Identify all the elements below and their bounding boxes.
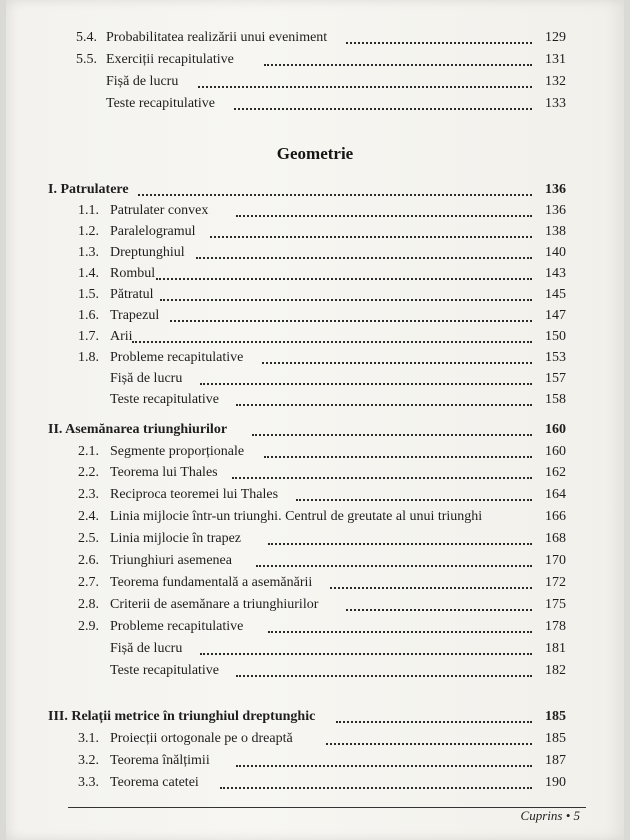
entry-title: Paralelogramul (110, 224, 196, 239)
entry-number: 1.7. (78, 329, 99, 344)
dot-leader (326, 729, 532, 745)
toc-entry (6, 94, 566, 114)
entry-page: 150 (545, 329, 566, 344)
entry-page: 162 (545, 465, 566, 480)
dot-leader (138, 180, 532, 196)
entry-title: Pătratul (110, 287, 154, 302)
toc-entry (6, 222, 566, 242)
dot-leader (236, 201, 532, 217)
toc-entry (6, 28, 566, 48)
toc-entry (6, 507, 566, 527)
entry-title: Dreptunghiul (110, 245, 185, 260)
entry-number: 1.8. (78, 350, 99, 365)
entry-page: 132 (545, 74, 566, 89)
entry-page: 182 (545, 663, 566, 678)
dot-leader (346, 595, 532, 611)
entry-page: 133 (545, 96, 566, 111)
toc-entry (6, 306, 566, 326)
chapter-page: 185 (545, 709, 566, 724)
toc-entry (6, 327, 566, 347)
entry-number: 2.4. (78, 509, 99, 524)
toc-entry (6, 773, 566, 793)
dot-leader (200, 369, 532, 385)
dot-leader (200, 639, 532, 655)
entry-number: 1.3. (78, 245, 99, 260)
dot-leader (236, 390, 532, 406)
toc-entry (6, 529, 566, 549)
entry-title: Patrulater convex (110, 203, 209, 218)
entry-number: 2.1. (78, 444, 99, 459)
entry-title: Triunghiuri asemenea (110, 553, 232, 568)
entry-page: 157 (545, 371, 566, 386)
entry-title: Linia mijlocie într-un triunghi. Centrul de greutate al unui triunghi (110, 509, 483, 524)
entry-page: 164 (545, 487, 566, 502)
entry-number: 5.5. (76, 52, 97, 67)
entry-number: 1.1. (78, 203, 99, 218)
entry-page: 166 (545, 509, 566, 524)
entry-title: Fișă de lucru (110, 641, 183, 656)
entry-title: Reciproca teoremei lui Thales (110, 487, 279, 502)
book-page (6, 0, 624, 840)
entry-title: Rombul (110, 266, 156, 281)
entry-title: Exerciții recapitulative (106, 52, 234, 67)
entry-title: Teorema catetei (110, 775, 199, 790)
dot-leader (330, 573, 532, 589)
chapter-heading (6, 420, 566, 440)
dot-leader (346, 28, 532, 44)
entry-page: 178 (545, 619, 566, 634)
dot-leader (256, 551, 532, 567)
entry-page: 131 (545, 52, 566, 67)
entry-page: 145 (545, 287, 566, 302)
dot-leader (156, 264, 532, 280)
toc-entry (6, 463, 566, 483)
entry-number: 2.3. (78, 487, 99, 502)
dot-leader (234, 94, 532, 110)
entry-page: 181 (545, 641, 566, 656)
entry-page: 185 (545, 731, 566, 746)
toc-entry (6, 264, 566, 284)
dot-leader (252, 420, 532, 436)
dot-leader (264, 442, 532, 458)
toc-entry (6, 348, 566, 368)
toc-entry (6, 72, 566, 92)
entry-number: 2.5. (78, 531, 99, 546)
dot-leader (220, 773, 532, 789)
entry-title: Fișă de lucru (106, 74, 179, 89)
entry-title: Proiecții ortogonale pe o dreaptă (110, 731, 293, 746)
page-footer: Cuprins • 5 (520, 808, 580, 823)
entry-page: 160 (545, 444, 566, 459)
entry-page: 136 (545, 203, 566, 218)
dot-leader (198, 72, 532, 88)
dot-leader (132, 327, 532, 343)
entry-page: 143 (545, 266, 566, 281)
entry-number: 2.2. (78, 465, 99, 480)
toc-entry (6, 485, 566, 505)
dot-leader (262, 348, 532, 364)
entry-page: 153 (545, 350, 566, 365)
toc-entry (6, 551, 566, 571)
entry-number: 2.9. (78, 619, 99, 634)
dot-leader (210, 222, 532, 238)
footer-rule (68, 807, 586, 808)
toc-entry (6, 729, 566, 749)
entry-page: 129 (545, 30, 566, 45)
entry-number: 3.3. (78, 775, 99, 790)
chapter-title: III. Relații metrice în triunghiul dreptunghic (48, 709, 316, 724)
entry-number: 3.1. (78, 731, 99, 746)
toc-entry (6, 285, 566, 305)
dot-leader (336, 707, 532, 723)
chapter-page: 160 (545, 422, 566, 437)
dot-leader (236, 661, 532, 677)
dot-leader (268, 617, 532, 633)
entry-page: 187 (545, 753, 566, 768)
entry-number: 2.7. (78, 575, 99, 590)
entry-title: Teste recapitulative (110, 392, 220, 407)
entry-title: Probleme recapitulative (110, 619, 244, 634)
entry-page: 168 (545, 531, 566, 546)
dot-leader (236, 751, 532, 767)
entry-page: 158 (545, 392, 566, 407)
entry-title: Fișă de lucru (110, 371, 183, 386)
toc-entry (6, 50, 566, 70)
entry-page: 172 (545, 575, 566, 590)
entry-title: Segmente proporționale (110, 444, 245, 459)
entry-number: 2.6. (78, 553, 99, 568)
entry-title: Probabilitatea realizării unui eveniment (106, 30, 328, 45)
chapter-title: I. Patrulatere (48, 182, 129, 197)
entry-title: Teorema lui Thales (110, 465, 218, 480)
entry-number: 1.4. (78, 266, 99, 281)
toc-entry (6, 390, 566, 410)
entry-title: Criterii de asemănare a triunghiurilor (110, 597, 319, 612)
toc-entry (6, 661, 566, 681)
entry-title: Teste recapitulative (110, 663, 220, 678)
chapter-title: II. Asemănarea triunghiurilor (48, 422, 228, 437)
toc-entry (6, 573, 566, 593)
toc-entry (6, 617, 566, 637)
toc-entry (6, 595, 566, 615)
entry-number: 1.2. (78, 224, 99, 239)
entry-page: 147 (545, 308, 566, 323)
section-heading: Geometrie (276, 144, 354, 163)
entry-page: 190 (545, 775, 566, 790)
dot-leader (296, 485, 532, 501)
entry-page: 175 (545, 597, 566, 612)
toc-entry (6, 442, 566, 462)
dot-leader (268, 529, 532, 545)
entry-number: 1.5. (78, 287, 99, 302)
toc-entry (6, 369, 566, 389)
entry-title: Arii (110, 329, 133, 344)
toc-entry (6, 243, 566, 263)
entry-page: 170 (545, 553, 566, 568)
entry-title: Probleme recapitulative (110, 350, 244, 365)
entry-page: 140 (545, 245, 566, 260)
dot-leader (160, 285, 532, 301)
chapter-heading (6, 180, 566, 200)
toc-entry (6, 201, 566, 221)
entry-page: 138 (545, 224, 566, 239)
dot-leader (196, 243, 532, 259)
entry-number: 5.4. (76, 30, 97, 45)
entry-number: 1.6. (78, 308, 99, 323)
entry-title: Teorema înălțimii (110, 753, 210, 768)
toc-entry (6, 639, 566, 659)
entry-title: Trapezul (110, 308, 160, 323)
entry-title: Teorema fundamentală a asemănării (110, 575, 313, 590)
chapter-heading (6, 707, 566, 727)
entry-title: Teste recapitulative (106, 96, 216, 111)
toc-entry (6, 751, 566, 771)
dot-leader (232, 463, 532, 479)
entry-number: 2.8. (78, 597, 99, 612)
entry-title: Linia mijlocie în trapez (110, 531, 242, 546)
entry-number: 3.2. (78, 753, 99, 768)
dot-leader (170, 306, 532, 322)
chapter-page: 136 (545, 182, 566, 197)
dot-leader (264, 50, 532, 66)
